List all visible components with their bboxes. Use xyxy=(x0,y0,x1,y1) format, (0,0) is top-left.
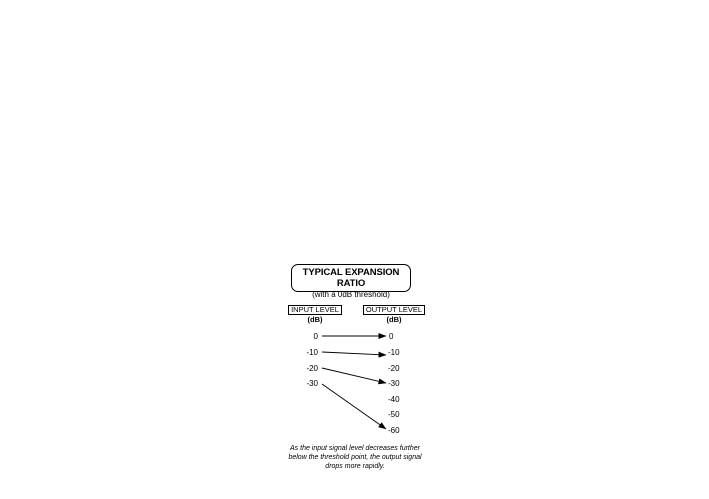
output-level-minus10: -10 xyxy=(388,348,400,357)
output-level-label: OUTPUT LEVEL xyxy=(363,305,425,315)
input-level-unit: (dB) xyxy=(307,315,323,324)
input-level-minus30: -30 xyxy=(306,379,318,388)
diagram-subtitle: (with a 0dB threshold) xyxy=(312,290,390,299)
output-level-minus60: -60 xyxy=(388,426,400,435)
input-level-label: INPUT LEVEL xyxy=(288,305,342,315)
output-level-minus30: -30 xyxy=(388,379,400,388)
arrow-minus30-to-minus60 xyxy=(322,384,386,429)
output-level-minus20: -20 xyxy=(388,364,400,373)
diagram-title: TYPICAL EXPANSION RATIO xyxy=(302,267,400,289)
title-box xyxy=(291,264,411,299)
arrow-minus20-to-minus30 xyxy=(322,368,386,383)
diagram-caption: As the input signal level decreases further below the threshold point, the output signal drops more rapidly. xyxy=(288,445,422,470)
input-level-minus20: -20 xyxy=(306,364,318,373)
output-level-minus50: -50 xyxy=(388,410,400,419)
input-level-header xyxy=(287,305,343,324)
output-level-unit: (dB) xyxy=(386,315,402,324)
input-level-0: 0 xyxy=(313,332,318,341)
arrow-minus10-to-minus10 xyxy=(322,352,386,355)
output-level-minus40: -40 xyxy=(388,395,400,404)
input-level-minus10: -10 xyxy=(306,348,318,357)
output-level-header xyxy=(362,305,426,324)
output-level-0: 0 xyxy=(389,332,394,341)
